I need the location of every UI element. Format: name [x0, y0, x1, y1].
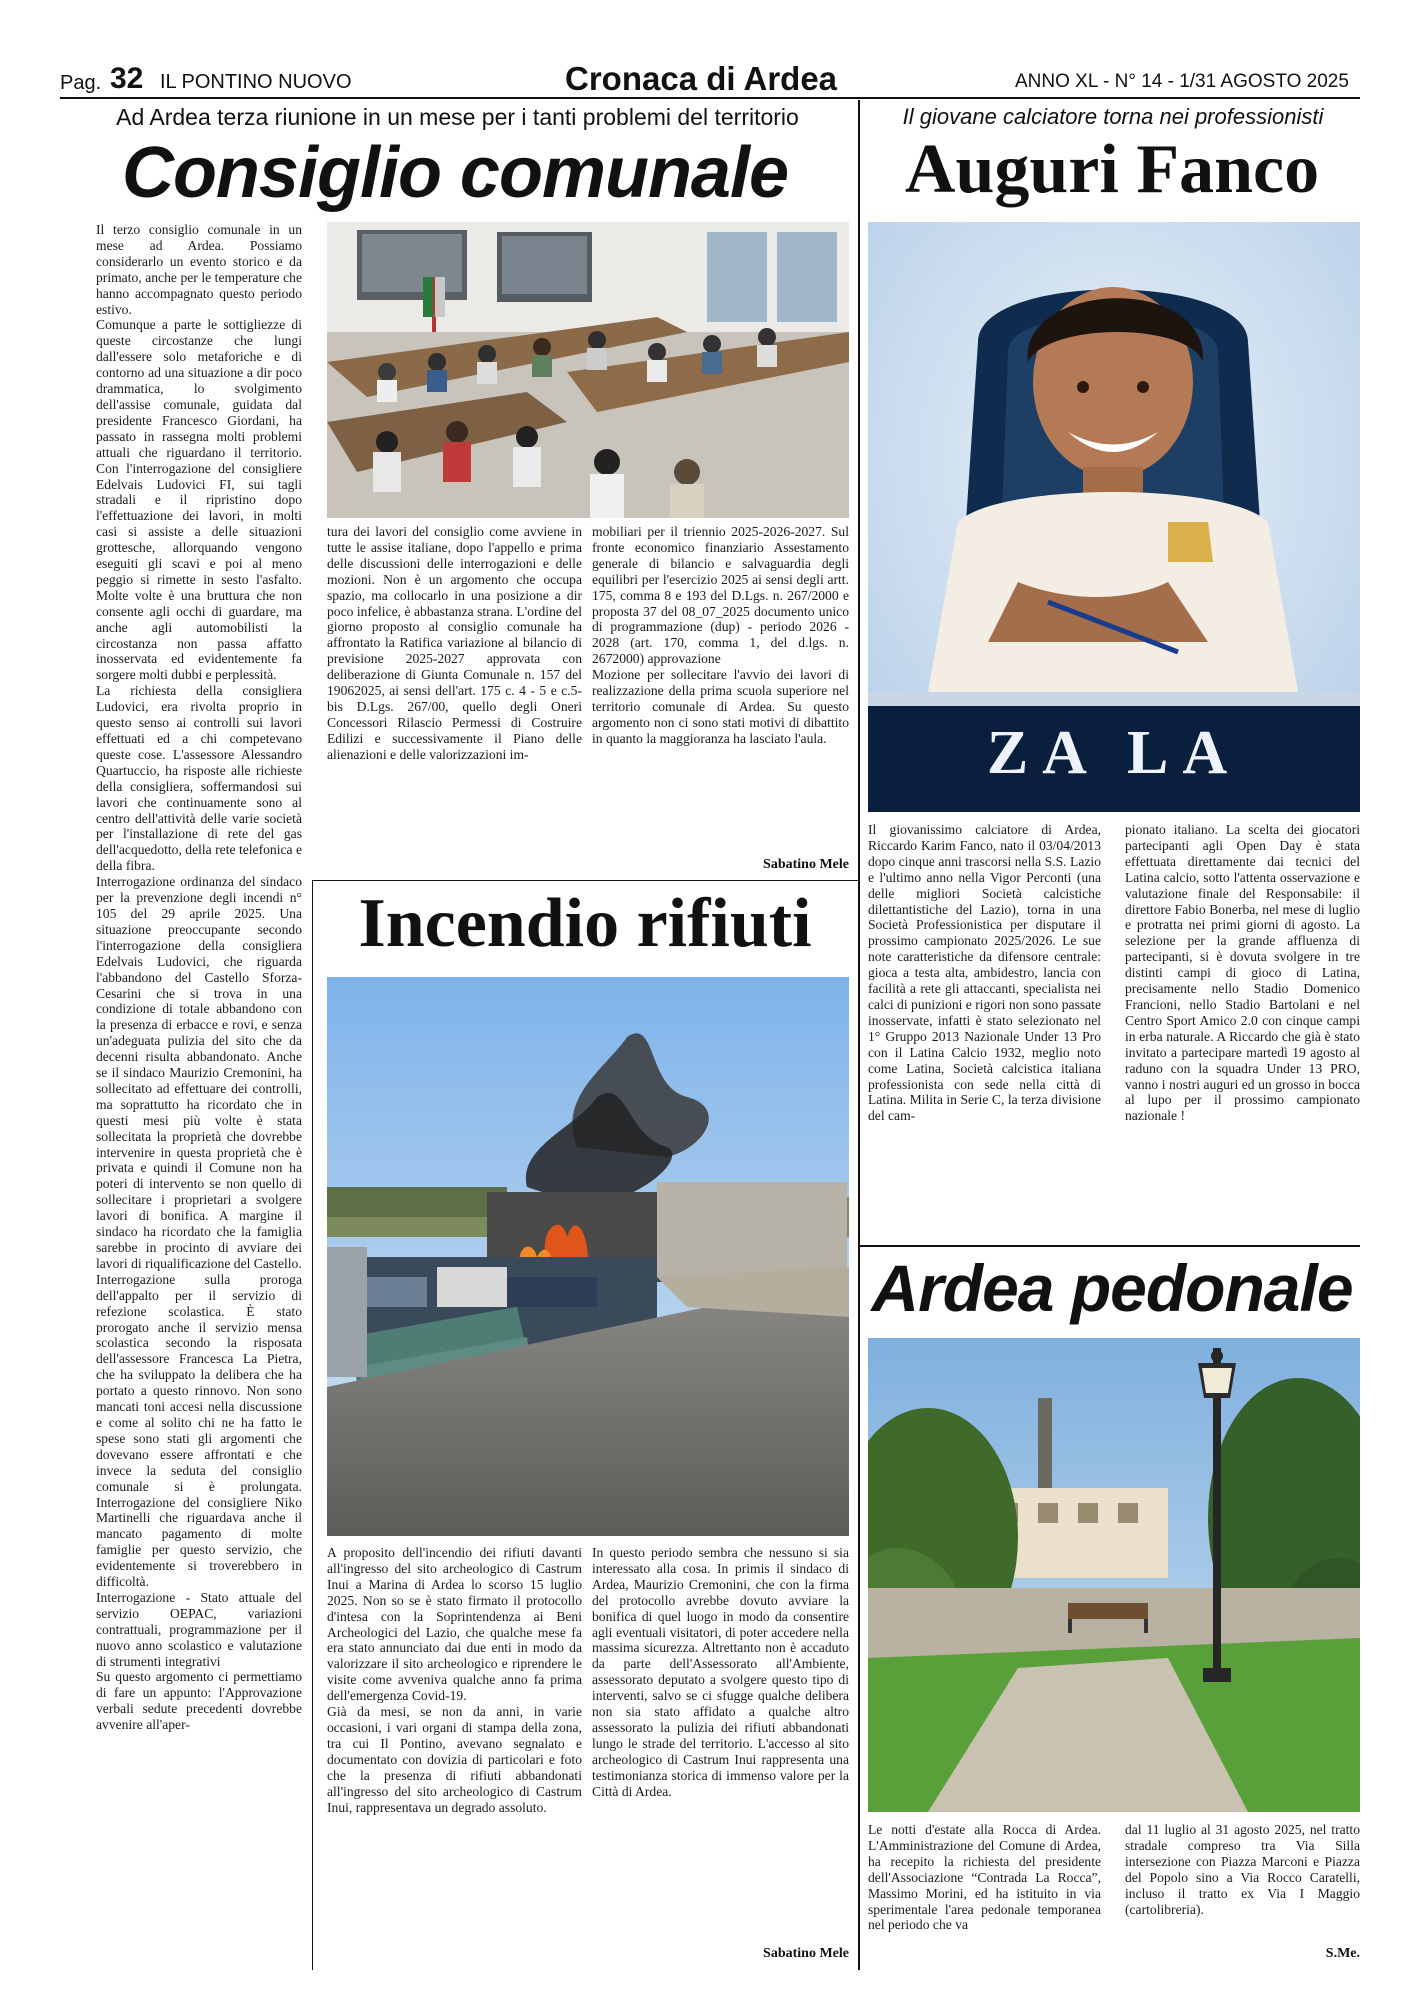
piazza-photo — [868, 1338, 1360, 1812]
page-label: Pag. — [60, 72, 102, 94]
fire-photo — [327, 977, 849, 1536]
fanco-col1: Il giovanissimo calciatore di Ardea, Riccardo Karim Fanco, nato il 03/04/2013 dopo cinque anni trascorsi nella S.S. Lazio e l'ultimo anno nella Vigor Perconti (una delle migliori Società calcistiche dilettantistiche del Lazio), torna in una Società Professionistica per disputare il prossimo campionato 2025/2026. Le sue note caratteristiche da difensore centrale: gioca a testa alta, ambidestro, lancia con facilità a rete gli attaccanti, specialista nei calci di punizioni e rigori non sono passate inosservate, infatti è stato selezionato nel 1° Gruppo 2013 Nazionale Under 13 Pro con il Latina Calcio 1932, meglio noto come Latina, Società calcistica italiana professionista con sede nella città di Latina. Milita in Serie C, la terza divisione del cam- — [868, 822, 1101, 1124]
issue-info: ANNO XL - N° 14 - 1/31 AGOSTO 2025 — [1015, 71, 1349, 92]
consiglio-col3-para: Mozione per sollecitare l'avvio dei lavori di realizzazione della prima scuola superiore nel territorio comunale di Ardea. Su questo argomento non ci sono stati motivi di dibattito in quanto la maggioranza ha lasciato l'aula. — [592, 667, 849, 746]
fanco-headline: Auguri Fanco — [904, 131, 1320, 208]
page-number: 32 — [110, 62, 144, 95]
incendio-para: Già da mesi, se non da anni, in varie occasioni, i vari organi di stampa della zona, tra cui Il Pontino, avevano segnalato e documentato con dovizia di particolari e foto che la presenza di rifiuti abbandonati all'ingresso del sito archeologico di Castrum Inui, rappresentava un degrado assoluto. — [327, 1704, 582, 1815]
incendio-headline: Incendio rifiuti — [358, 885, 812, 962]
fanco-col2: pionato italiano. La scelta dei giocatori partecipanti agli Open Day è stata effettuata direttamente dai tecnici del Latina calcio, sotto l'attenta osservazione e valutazione finale del Responsabile: il direttore Fabio Bonerba, nel mese di luglio e protratta nei primi giorni di agosto. La selezione per la grande affluenza di partecipanti, si è dovuta svolgere in tre distinti campi di gioco di Latina, precisamente nello Stadio Domenico Francioni, nello Stadio Bartolani e nel Centro Sport Amico 2.0 con cinque campi in erba naturale. A Riccardo che già è stato invitato a partecipare martedì 19 agosto al raduno con la squadra Under 13 PRO, vanno i nostri auguri ed un grosso in bocca al lupo per il prossimo campionato nazionale ! — [1125, 822, 1360, 1124]
consiglio-col1 — [96, 222, 302, 1970]
incendio-col2: In questo periodo sembra che nessuno si sia interessato alla cosa. In primis il sindaco di Ardea, Maurizio Cremonini, che con la firma del protocollo avrebbe dovuto avviare la bonifica di quel luogo in modo da consentire agli eventuali visitatori, di poter accedere nella massima sicurezza. Altrettanto non è accaduto da parte dell'Assessorato all'Ambiente, assessorato deputato a svolgere questo tipo di interventi, salvo se ci sfugge qualche delibera non sia stato affidato a qualche altro assessorato la pulizia dei rifiuti abbandonati lungo le strade del territorio. L'accesso al sito archeologico di Castrum Inui rappresenta una testimonianza storica di immenso valore per la Città di Ardea. — [592, 1545, 849, 1799]
consiglio-col3 — [592, 524, 849, 854]
pedonale-col2: dal 11 luglio al 31 agosto 2025, nel tratto stradale compreso tra Via Silla intersezione con Piazza Marconi e Piazza del Popolo sino a Via Rocco Caratelli, incluso il tratto ex Via I Maggio (cartolibreria). — [1125, 1822, 1360, 1917]
pedonale-signature: S.Me. — [1325, 1946, 1360, 1961]
pedonale-headline: Ardea pedonale — [871, 1251, 1353, 1325]
player-portrait-photo — [868, 222, 1360, 812]
newspaper-name: IL PONTINO NUOVO — [160, 71, 352, 93]
consiglio-para: Interrogazione - Stato attuale del servizio OEPAC, variazioni contrattuali, programmazione per il nuovo anno scolastico e valutazione di strumenti integrativi — [96, 1589, 302, 1669]
consiglio-para: La richiesta della consigliera Ludovici, era rivolta proprio in questo senso ai controlli sui lavori effettuati ed a chi competevano queste cose. L'assessore Alessandro Quartuccio, ha risposte alle richieste della consigliera, soffermandosi sui lavori che continuamente sono al centro dell'attività delle varie società per l'installazione di rete del gas dell'acquedotto, della rete telefonica e della fibra. — [96, 683, 302, 874]
incendio-col1 — [327, 1545, 582, 1965]
consiglio-para: Interrogazione ordinanza del sindaco per la prevenzione degli incendi n° 105 del 29 aprile 2025. Una situazione preoccupante secondo l'interrogazione della consigliera Edelvais Ludovici, che riguarda l'abbandono del Castello Sforza-Cesarini che si trova in una condizione di totale abbandono con la presenza di erbacce e rovi, e senza un'adeguata pulizia del sito che da decenni risulta abbandonato. Anche se il sindaco Maurizio Cremonini, ha sollecitato ad effettuare dei controlli, ma soprattutto ha ricordato che in questi mesi più volte è stata sollecitata la proprietà che dovrebbe intervenire in questa proprietà che è privata e quindi il Comune non ha poteri di intervento se non quello di sollecitare i proprietari a svolgere lavori di bonifica. A margine il sindaco ha ricordato che la famiglia sarebbe in procinto di avviare dei lavori di riqualificazione del Castello. — [96, 874, 302, 1271]
header-rule — [60, 97, 1360, 99]
consiglio-headline: Consiglio comunale — [121, 133, 789, 213]
photo-banner-text: ZA LA — [986, 719, 1242, 787]
consiglio-kicker: Ad Ardea terza riunione in un mese per i tanti problemi del territorio — [116, 104, 799, 130]
consiglio-para: Comunque a parte le sottigliezze di queste circostanze che lungi dall'essere solo metaforiche e di contorno ad una situazione a dir poco drammatica, lo svolgimento dell'assise comunale, guidata dal presidente Francesco Giordani, ha passato in rassegna molti problemi attuali che riguardano il territorio. Con l'interrogazione del consigliere Edelvais Ludovici FI, sui tagli stradali e il ripristino dopo l'effettuazione dei lavori, in molti casi si assiste a delle situazioni grottesche, allorquando vengono eseguiti gli scavi e poi al meno peggio si rimette in sesto l'asfalto. Molte volte è una bruttura che non consente agli occhi di guardare, ma anche agli automobilisti la circostanza non passa affatto inosservata ed evidentemente fa sorgere molti dubbi e perplessità. — [96, 317, 302, 683]
consiglio-col2: tura dei lavori del consiglio come avviene in tutte le assise italiane, dopo l'appello e prima delle discussioni delle interrogazioni e delle mozioni. Non è un argomento che occupa spazio, ma collocarlo in una posizione a dir poco infelice, è abbastanza strana. L'ordine del giorno proposto al consiglio comunale ha affrontato la Ratifica variazione al bilancio di previsione 2025-2027 approvata con deliberazione di Giunta Comunale n. 157 del 19062025, ai sensi dell'art. 175 c. 4 - 5 e c.5-bis D.Lgs. 267/00, quello degli Oneri Concessori Rilascio Permessi di Costruire Edilizi e successivamente il Piano delle alienazioni e delle valorizzazioni im- — [327, 524, 582, 762]
consiglio-signature: Sabatino Mele — [763, 857, 849, 872]
incendio-signature: Sabatino Mele — [763, 1946, 849, 1961]
right-mid-rule — [860, 1245, 1360, 1247]
consiglio-para: Su questo argomento ci permettiamo di fare un appunto: l'Approvazione verbali sedute precedenti dovrebbe avvenire all'aper- — [96, 1669, 302, 1733]
section-title: Cronaca di Ardea — [565, 60, 838, 97]
consiglio-col3-para: mobiliari per il triennio 2025-2026-2027. Sul fronte economico finanziario Assestamento generale di bilancio e salvaguardia degli equilibri per l'esercizio 2025 ai sensi degli artt. 175, comma 8 e 193 del D.Lgs. n. 267/2000 e proposta 37 del 08_07_2025 documento unico di programmazione (dup) - periodo 2026 - 2028 (art. 170, comma 1, del d.lgs. n. 2672000) approvazione — [592, 524, 849, 667]
pedonale-col1: Le notti d'estate alla Rocca di Ardea. L'Amministrazione del Comune di Ardea, ha recepito la richiesta del presidente dell'Associazione “Contrada La Rocca”, Massimo Morini, ed ha istituito in via sperimentale l'area pedonale temporanea nel periodo che va — [868, 1822, 1101, 1933]
fanco-kicker: Il giovane calciatore torna nei professionisti — [902, 104, 1324, 129]
council-meeting-photo — [327, 222, 849, 518]
incendio-para: A proposito dell'incendio dei rifiuti davanti all'ingresso del sito archeologico di Castrum Inui a Marina di Ardea lo scorso 15 luglio 2025. Non so se è stato firmato il protocollo d'intesa con la Soprintendenza ai Beni Archeologici del Lazio, che qualche mese fa era stato annunciato dai due enti in modo da valorizzare il sito archeologico e riprendere le visite come avveniva qualche anno fa prima dell'emergenza Covid-19. — [327, 1545, 582, 1704]
consiglio-para: Interrogazione sulla proroga dell'appalto per il servizio di refezione scolastica. È stato prorogato anche il servizio mensa scolastica secondo la risposata dell'assessore Francesca La Pietra, che ha sviluppato la delibera che ha portato a questo rinnovo. Non sono mancati toni accesi nella discussione e come al solito chi ne ha fatto le spese sono stati gli argomenti che dovevano essere affrontati e che invece la seduta del consiglio comunale si è prolungata. Interrogazione del consigliere Niko Martinelli che riguardava anche il mancato pagamento di molte famiglie per questo servizio, che evidentemente si troverebbero in difficoltà. — [96, 1271, 302, 1590]
page-header — [60, 62, 1360, 96]
consiglio-para: Il terzo consiglio comunale in un mese ad Ardea. Possiamo considerarlo un evento storico e da primato, anche per le temperature che hanno accompagnato questo periodo estivo. — [96, 222, 302, 317]
